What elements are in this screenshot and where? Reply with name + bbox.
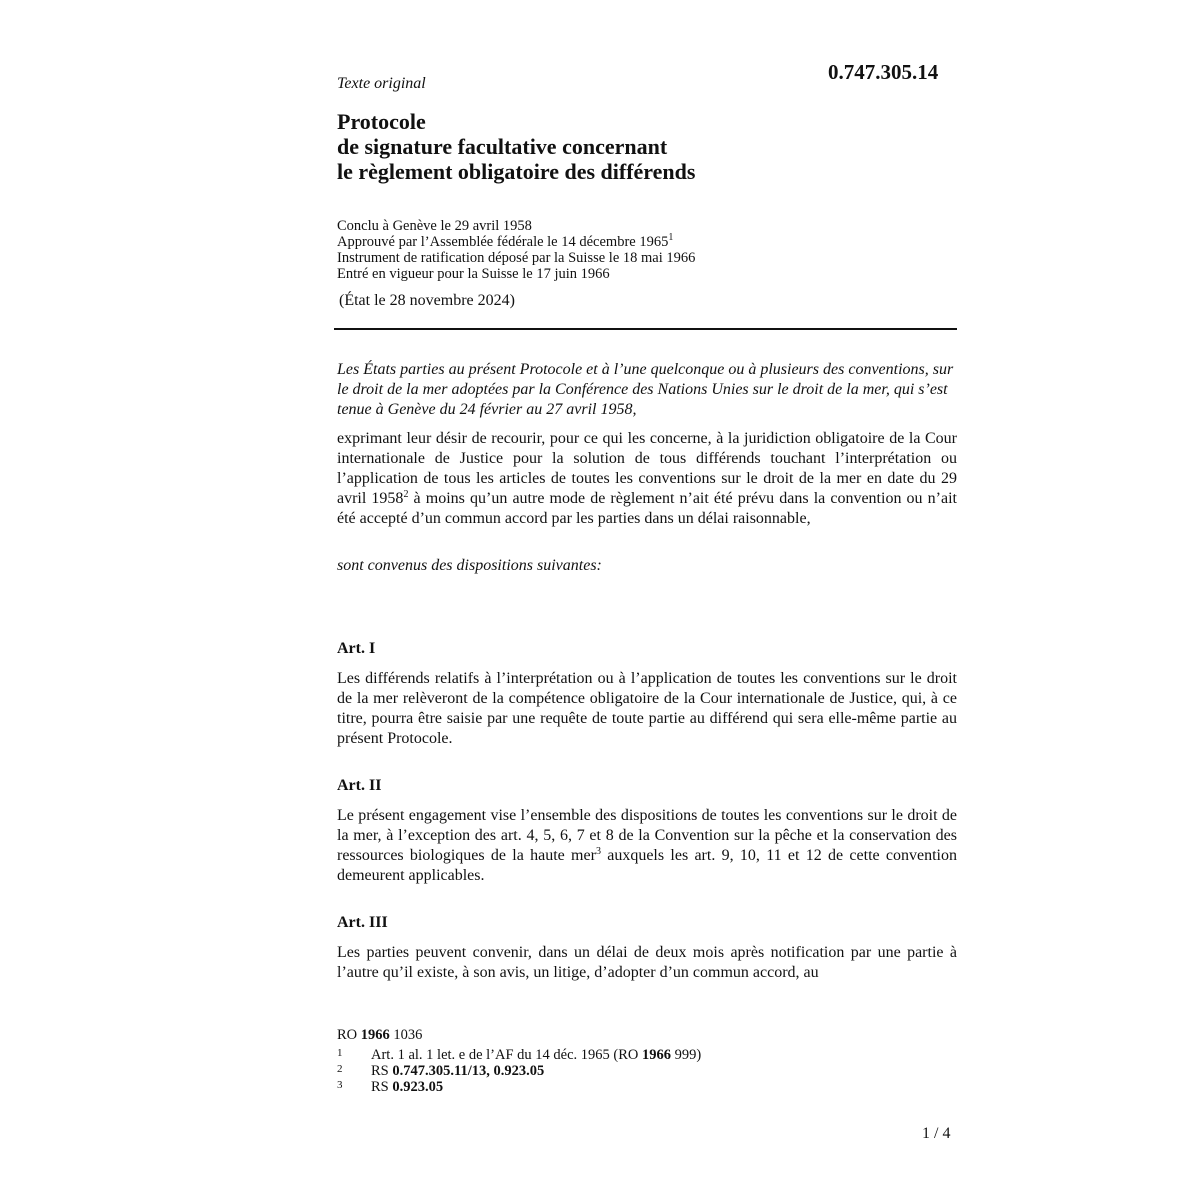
footnote-bold: 1966 (642, 1047, 672, 1063)
meta-conclu: Conclu à Genève le 29 avril 1958 (337, 218, 532, 234)
footnote-number: 1 (337, 1047, 343, 1059)
article-2-text-b: auxquels les art. 9, 10, 11 et 12 de cette convention demeurent applicables. (337, 847, 957, 884)
footnote-text-a: Art. 1 al. 1 let. e de l’AF du 14 déc. 1965 (RO (371, 1047, 643, 1063)
page-number: 1 / 4 (922, 1125, 951, 1142)
document-title (337, 109, 695, 184)
preamble-states: Les États parties au présent Protocole et à l’une quelconque ou à plusieurs des conventions, sur le droit de la mer adoptées par la Conférence des Nations Unies sur le droit de la mer, qui s’est tenue à Genève du 24 février au 27 avril 1958, (337, 361, 954, 418)
texte-original-label: Texte original (337, 75, 426, 92)
footnote-number: 2 (337, 1063, 343, 1075)
meta-approuve (337, 234, 695, 250)
footnote-number: 3 (337, 1079, 343, 1091)
footnote-text-b: 999) (671, 1047, 702, 1063)
title-line-1: Protocole (337, 109, 426, 134)
footnote-bold: 0.747.305.11/13, 0.923.05 (392, 1063, 545, 1079)
preamble-exprimant-b: à moins qu’un autre mode de règlement n’ait été prévu dans la convention ou n’ait été accepté d’un commun accord par les parties dans un délai raisonnable, (337, 490, 957, 527)
header-divider (334, 328, 957, 330)
sr-number: 0.747.305.14 (828, 60, 939, 84)
article-3-heading: Art. III (337, 914, 388, 931)
article-1-heading: Art. I (337, 640, 376, 657)
document-metadata (337, 218, 695, 282)
meta-entre: Entré en vigueur pour la Suisse le 17 juin 1966 (337, 266, 610, 282)
article-2-text-a: Le présent engagement vise l’ensemble des dispositions de toutes les conventions sur le droit de la mer, à l’exception des art. 4, 5, 6, 7 et 8 de la Convention sur la pêche et la conservation des ressources biologiques de la haute mer (337, 807, 957, 864)
meta-approuve-text: Approuvé par l’Assemblée fédérale le 14 décembre 1965 (337, 234, 669, 250)
ro-page: 1036 (389, 1027, 423, 1043)
meta-instrument: Instrument de ratification déposé par la Suisse le 18 mai 1966 (337, 250, 696, 266)
article-3-text: Les parties peuvent convenir, dans un délai de deux mois après notification par une partie à l’autre qu’il existe, à son avis, un litige, d’adopter d’un commun accord, au (337, 944, 957, 981)
footnote-text-a: RS (371, 1063, 393, 1079)
article-2-heading: Art. II (337, 777, 382, 794)
preamble-convenus: sont convenus des dispositions suivantes: (337, 557, 602, 574)
article-2-text (337, 806, 957, 886)
preamble-exprimant (337, 429, 957, 529)
title-line-3: le règlement obligatoire des différends (337, 159, 696, 184)
footnote-ref-1[interactable]: 1 (668, 232, 674, 243)
footnote-text (371, 1063, 544, 1079)
footnote-ref-3[interactable]: 3 (595, 846, 601, 857)
footnote-text (371, 1079, 443, 1095)
ro-reference (337, 1027, 422, 1044)
article-1-text: Les différends relatifs à l’interprétation ou à l’application de toutes les conventions sur le droit de la mer relèveront de la compétence obligatoire de la Cour internationale de Justice, qui, à ce titre, pourra être saisie par une requête de toute partie au différend qui sera elle-même partie au présent Protocole. (337, 670, 957, 747)
ro-prefix: RO (337, 1027, 361, 1043)
footnote-ref-2[interactable]: 2 (403, 489, 409, 500)
etat-date: (État le 28 novembre 2024) (339, 292, 515, 309)
ro-year: 1966 (360, 1027, 390, 1043)
footnote-bold: 0.923.05 (392, 1079, 444, 1095)
preamble-exprimant-a: exprimant leur désir de recourir, pour ce qui les concerne, à la juridiction obligatoire de la Cour internationale de Justice pour la solution de tous différends touchant l’interprétation ou l’application de tous les articles de toutes les conventions sur le droit de la mer en date du 29 avril 1958 (337, 430, 957, 507)
footnote-text-a: RS (371, 1079, 393, 1095)
title-line-2: de signature facultative concernant (337, 134, 668, 159)
footnote-text (371, 1047, 701, 1063)
